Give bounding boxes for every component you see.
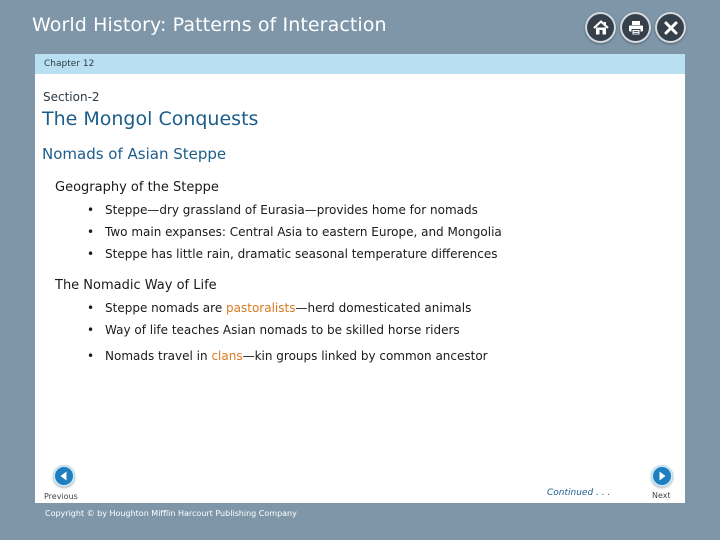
close-button[interactable] (655, 12, 686, 43)
bullet-item: • Steppe—dry grassland of Eurasia—provides home for nomads (87, 203, 478, 217)
bullet-item: • Way of life teaches Asian nomads to be skilled horse riders (87, 323, 460, 337)
bullet-dot-icon: • (87, 323, 95, 337)
bullet-dot-icon: • (87, 349, 95, 363)
subheading-nomadic-life: The Nomadic Way of Life (55, 278, 217, 293)
bullet-item: • Nomads travel in clans—kin groups linked by common ancestor (87, 349, 488, 363)
subheading-geography: Geography of the Steppe (55, 180, 219, 195)
print-icon (627, 19, 645, 37)
previous-label[interactable]: Previous (44, 492, 78, 501)
chapter-bar (35, 54, 685, 74)
bullet-dot-icon: • (87, 203, 95, 217)
topic-heading: Nomads of Asian Steppe (42, 145, 227, 163)
previous-button[interactable] (53, 465, 75, 487)
arrow-left-icon (58, 470, 70, 482)
bullet-item: • Two main expanses: Central Asia to eastern Europe, and Mongolia (87, 225, 502, 239)
next-label[interactable]: Next (652, 491, 671, 500)
key-term-pastoralists: pastoralists (226, 301, 296, 315)
lesson-title: The Mongol Conquests (42, 108, 259, 130)
next-button[interactable] (651, 465, 673, 487)
app-title: World History: Patterns of Interaction (32, 14, 387, 36)
print-button[interactable] (620, 12, 651, 43)
slide-panel (35, 54, 685, 526)
key-term-clans: clans (211, 349, 243, 363)
arrow-right-icon (656, 470, 668, 482)
copyright-text: Copyright © by Houghton Mifflin Harcourt Publishing Company (45, 509, 297, 518)
bullet-item: • Steppe has little rain, dramatic seasonal temperature differences (87, 247, 498, 261)
bullet-item: • Steppe nomads are pastoralists—herd domesticated animals (87, 301, 472, 315)
continued-label: Continued . . . (547, 488, 611, 498)
footer-bar (35, 503, 685, 526)
home-button[interactable] (585, 12, 616, 43)
section-label: Section-2 (43, 90, 100, 104)
bullet-dot-icon: • (87, 301, 95, 315)
home-icon (592, 19, 610, 37)
bullet-dot-icon: • (87, 225, 95, 239)
chapter-label: Chapter 12 (44, 59, 95, 69)
bullet-dot-icon: • (87, 247, 95, 261)
close-icon (662, 19, 680, 37)
